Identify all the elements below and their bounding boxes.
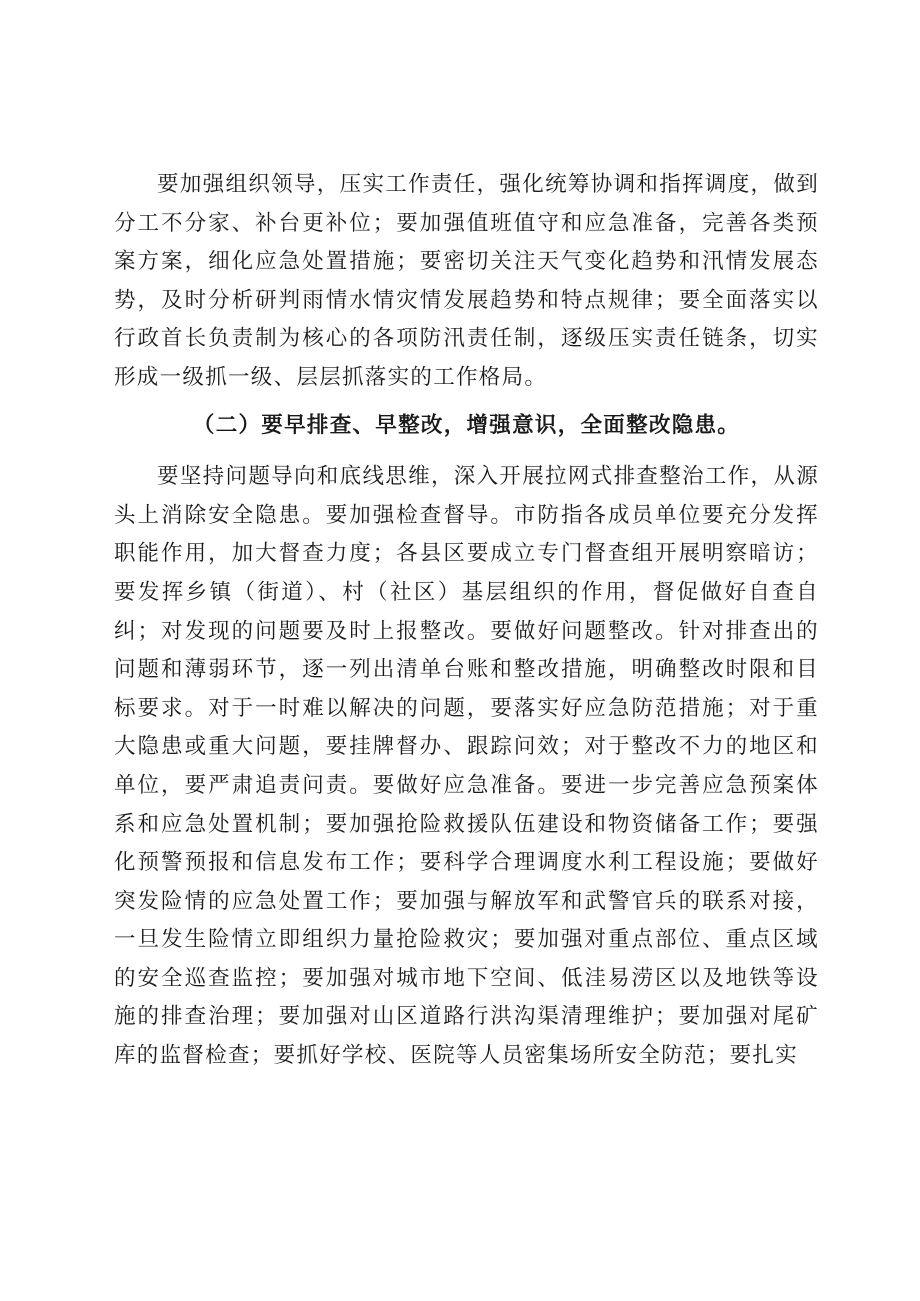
section-heading-2: （二）要早排查、早整改，增强意识，全面整改隐患。 [192,412,741,438]
body-paragraph-2: 要坚持问题导向和底线思维，深入开展拉网式排查整治工作，从源头上消除安全隐患。要加强检查督导。市防指各成员单位要充分发挥职能作用，加大督查力度；各县区要成立专门督查组开展明察暗访；要发挥乡镇（街道）、村（社区）基层组织的作用，督促做好自查自纠；对发现的问题要及时上报整改。要做好问题整改。针对排查出的问题和薄弱环节，逐一列出清单台账和整改措施，明确整改时限和目标要求。对于一时难以解决的问题，要落实好应急防范措施；对于重大隐患或重大问题，要挂牌督办、跟踪问效；对于整改不力的地区和单位，要严肃追责问责。要做好应急准备。要进一步完善应急预案体系和应急处置机制；要加强抢险救援队伍建设和物资储备工作；要强化预警预报和信息发布工作；要科学合理调度水利工程设施；要做好突发险情的应急处置工作；要加强与解放军和武警官兵的联系对接，一旦发生险情立即组织力量抢险救灾；要加强对重点部位、重点区域的安全巡查监控；要加强对城市地下空间、低洼易涝区以及地铁等设施的排查治理；要加强对山区道路行洪沟渠清理维护；要加强对尾矿库的监督检查；要抓好学校、医院等人员密集场所安全防范；要扎实 [114,464,819,1069]
document-page [114,166,819,1076]
body-paragraph-1: 要加强组织领导，压实工作责任，强化统筹协调和指挥调度，做到分工不分家、补台更补位；要加强值班值守和应急准备，完善各类预案方案，细化应急处置措施；要密切关注天气变化趋势和汛情发展态势，及时分析研判雨情水情灾情发展趋势和特点规律；要全面落实以行政首长负责制为核心的各项防汛责任制，逐级压实责任链条，切实形成一级抓一级、层层抓落实的工作格局。 [114,172,819,390]
